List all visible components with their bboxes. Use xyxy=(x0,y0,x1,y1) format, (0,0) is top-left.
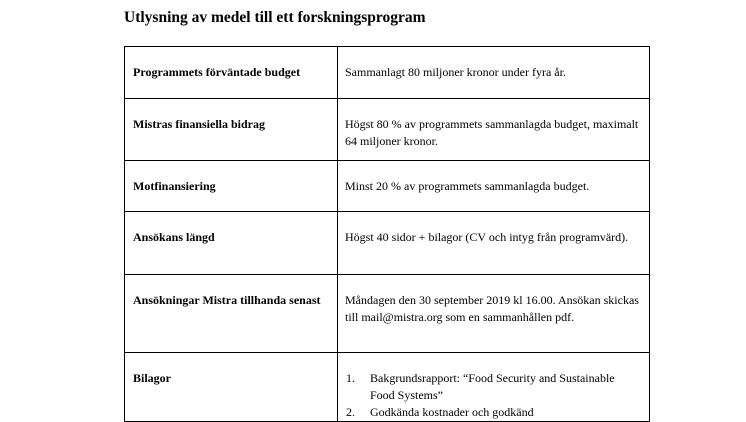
table-row xyxy=(125,353,650,422)
row-value-application-length: Högst 40 sidor + bilagor (CV och intyg från programvärd). xyxy=(338,212,650,275)
call-info-table xyxy=(124,46,650,422)
row-label-deadline: Ansökningar Mistra tillhanda senast xyxy=(125,275,338,353)
row-value-mistra-contribution: Högst 80 % av programmets sammanlagda budget, maximalt 64 miljoner kronor. xyxy=(338,99,650,161)
list-item-text: Godkända kostnader och godkänd xyxy=(370,405,534,419)
row-label-attachments: Bilagor xyxy=(125,353,338,422)
table-row xyxy=(125,161,650,212)
table-row xyxy=(125,212,650,275)
row-label-application-length: Ansökans längd xyxy=(125,212,338,275)
list-item xyxy=(346,370,641,404)
list-item xyxy=(346,404,641,421)
row-label-budget: Programmets förväntade budget xyxy=(125,47,338,99)
table-row xyxy=(125,275,650,353)
list-item-number: 1. xyxy=(346,371,355,385)
row-value-deadline: Måndagen den 30 september 2019 kl 16.00. Ansökan skickas till mail@mistra.org som en sammanhållen pdf. xyxy=(338,275,650,353)
list-item-number: 2. xyxy=(346,405,355,419)
row-label-cofunding: Motfinansiering xyxy=(125,161,338,212)
attachments-list xyxy=(345,370,641,421)
list-item-text: Bakgrundsrapport: “Food Security and Sustainable Food Systems” xyxy=(370,371,615,402)
row-value-budget: Sammanlagt 80 miljoner kronor under fyra år. xyxy=(338,47,650,99)
table-row xyxy=(125,99,650,161)
row-value-attachments xyxy=(338,353,650,422)
table-row xyxy=(125,47,650,99)
row-label-mistra-contribution: Mistras finansiella bidrag xyxy=(125,99,338,161)
document-title: Utlysning av medel till ett forskningsprogram xyxy=(124,9,426,26)
row-value-cofunding: Minst 20 % av programmets sammanlagda budget. xyxy=(338,161,650,212)
